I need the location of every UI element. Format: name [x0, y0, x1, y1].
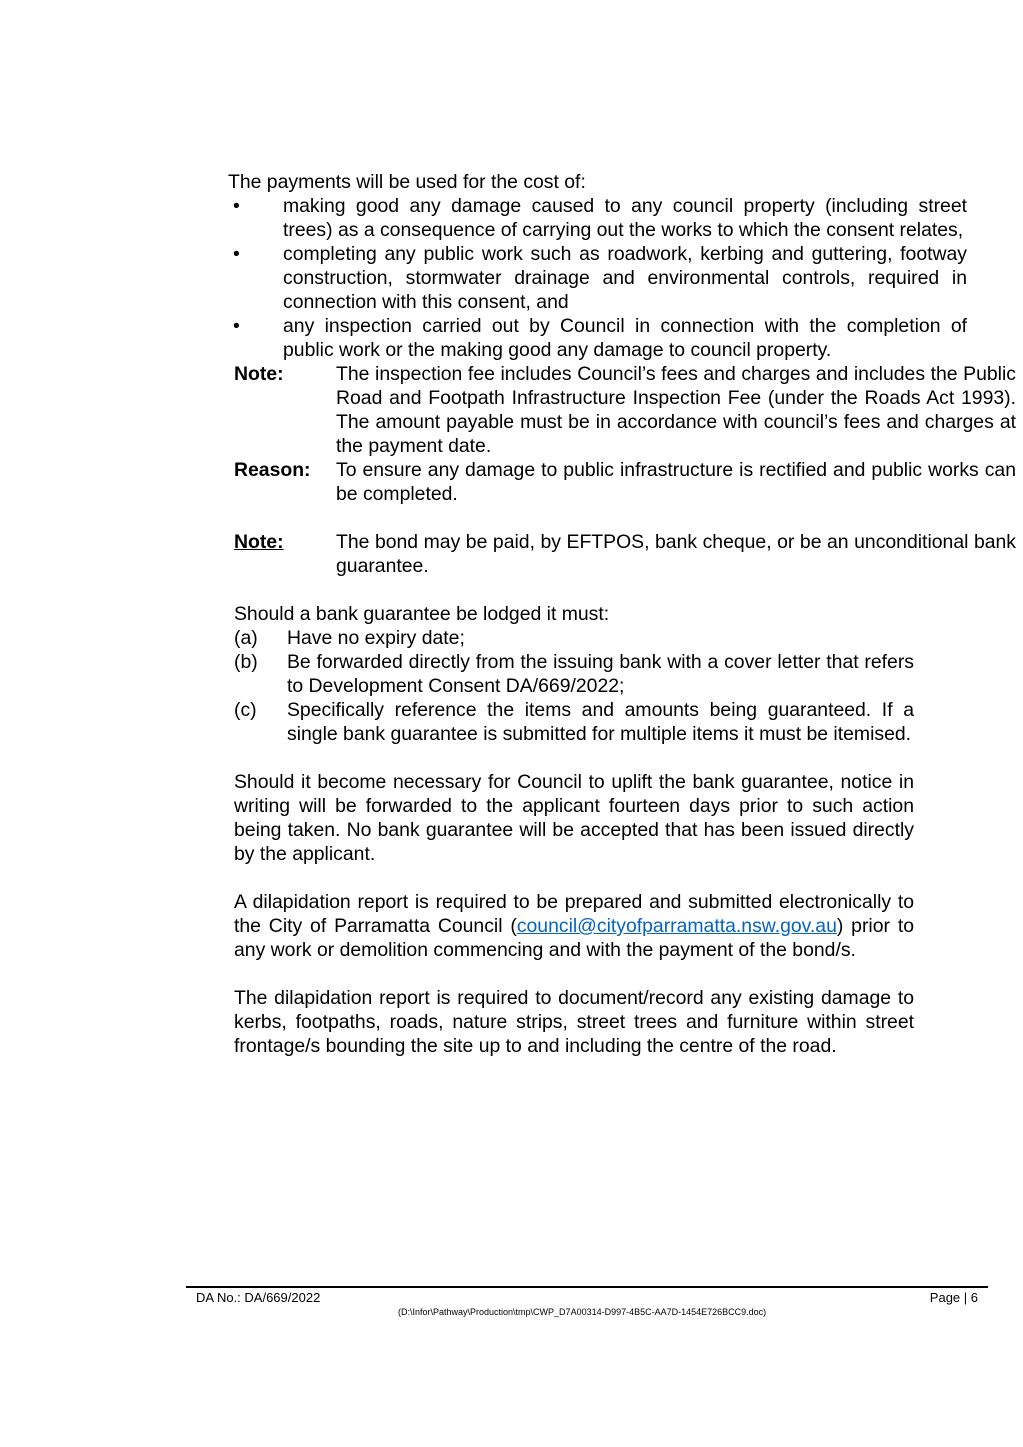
- bullet-text: completing any public work such as roadwork, kerbing and guttering, footway construction, stormwater drainage and environmental controls, required in connection with this consent, and: [283, 243, 967, 313]
- dilapidation-scope-paragraph: The dilapidation report is required to document/record any existing damage to kerbs, footpaths, roads, nature strips, street trees and furniture within street frontage/s bounding the site up to and including the centre of the road.: [234, 987, 914, 1057]
- uplift-paragraph: Should it become necessary for Council to uplift the bank guarantee, notice in writing will be forwarded to the applicant fourteen days prior to such action being taken. No bank guarantee will be accepted that has been issued directly by the applicant.: [234, 771, 914, 865]
- bullet-icon: •: [233, 195, 240, 217]
- note-label: Note:: [234, 531, 284, 553]
- note-text: The bond may be paid, by EFTPOS, bank cheque, or be an unconditional bank guarantee.: [336, 531, 1016, 577]
- list-marker: (b): [234, 651, 258, 673]
- bullet-item: [230, 194, 967, 242]
- payments-intro: The payments will be used for the cost of:: [228, 171, 586, 193]
- spacer: [230, 746, 914, 770]
- list-marker: (a): [234, 627, 258, 649]
- dilapidation-paragraph: [234, 890, 914, 962]
- list-text: Be forwarded directly from the issuing bank with a cover letter that refers to Development Consent DA/669/2022;: [287, 651, 914, 697]
- bullet-text: any inspection carried out by Council in connection with the completion of public work or the making good any damage to council property.: [283, 315, 967, 361]
- spacer: [230, 578, 914, 602]
- spacer: [230, 866, 914, 890]
- note-label: Note:: [234, 363, 284, 385]
- dilapidation-text-before: A dilapidation report is required to be prepared and submitted electronically to the City of Parramatta Council (: [234, 891, 914, 937]
- bullet-item: [230, 314, 967, 362]
- reason-label: Reason:: [234, 459, 311, 481]
- bullet-icon: •: [233, 243, 240, 265]
- dilapidation-text-after: ) prior to any work or demolition commencing and with the payment of the bond/s.: [234, 915, 914, 961]
- document-body: [228, 170, 1016, 1058]
- guarantee-intro: Should a bank guarantee be lodged it must:: [234, 603, 610, 625]
- list-text: Have no expiry date;: [287, 627, 465, 649]
- guarantee-item: [234, 626, 914, 650]
- inspection-fee-note: [234, 362, 1016, 458]
- bond-payment-note: [234, 530, 1016, 578]
- list-marker: (c): [234, 699, 257, 721]
- bullet-item: [230, 242, 967, 314]
- reason-note: [234, 458, 1016, 506]
- footer-page-number: Page | 6: [929, 1290, 978, 1305]
- bullet-text: making good any damage caused to any council property (including street trees) as a consequence of carrying out the works to which the consent relates,: [283, 195, 967, 241]
- list-text: Specifically reference the items and amounts being guaranteed. If a single bank guarantee is submitted for multiple items it must be itemised.: [287, 699, 914, 745]
- spacer: [230, 506, 914, 530]
- bullet-icon: •: [233, 315, 240, 337]
- guarantee-item: [234, 650, 914, 698]
- footer-divider: [186, 1286, 988, 1288]
- guarantee-item: [234, 698, 914, 746]
- spacer: [230, 962, 914, 986]
- reason-text: To ensure any damage to public infrastructure is rectified and public works can be completed.: [336, 459, 1016, 505]
- footer-da-number: DA No.: DA/669/2022: [196, 1290, 321, 1305]
- council-email-link[interactable]: council@cityofparramatta.nsw.gov.au: [516, 915, 837, 937]
- note-text: The inspection fee includes Council’s fees and charges and includes the Public Road and Footpath Infrastructure Inspection Fee (under the Roads Act 1993). The amount payable must be in accordance with council’s fees and charges at the payment date.: [336, 363, 1016, 457]
- footer-file-path: (D:\Infor\Pathway\Production\tmp\CWP_D7A00314-D997-4B5C-AA7D-1454E726BCC9.doc): [398, 1307, 767, 1317]
